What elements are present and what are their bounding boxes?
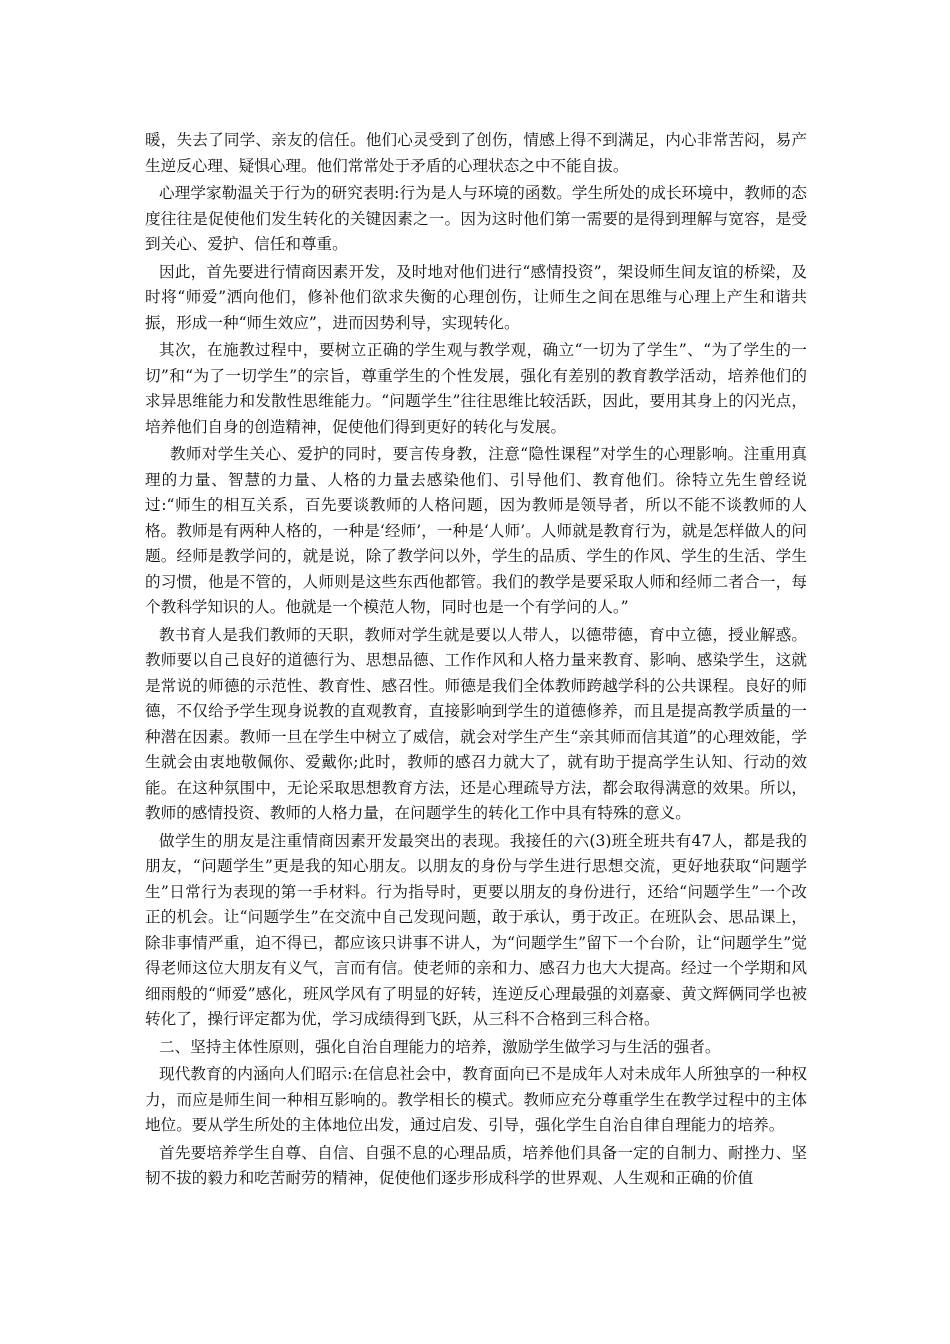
paragraph: 暖，失去了同学、亲友的信任。他们心灵受到了创伤，情感上得不到满足，内心非常苦闷，易产生逆反心理、疑惧心理。他们常常处于矛盾的心理状态之中不能自拔。 (145, 131, 807, 175)
paragraph: 其次，在施教过程中，要树立正确的学生观与教学观，确立“一切为了学生”、“为了学生的一切”和“为了一切学生”的宗旨，尊重学生的个性发展，强化有差别的教育教学活动，培养他们的求异思维能力和发散性思维能力。“问题学生”往往思维比较活跃，因此，要用其身上的闪光点，培养他们自身的创造精神，促使他们得到更好的转化与发展。 (145, 341, 807, 436)
section-heading: 二、坚持主体性原则，强化自治自理能力的培养，激励学生做学习与生活的强者。 (159, 1037, 721, 1056)
paragraph: 现代教育的内涵向人们昭示:在信息社会中，教育面向已不是成年人对未成年人所独享的一种权力，而应是师生间一种相互影响的。教学相长的模式。教师应充分尊重学生在教学过程中的主体地位。要从学生所处的主体地位出发，通过启发、引导，强化学生自治自律自理能力的培养。 (145, 1065, 807, 1134)
paragraph: 心理学家勒温关于行为的研究表明:行为是人与环境的函数。学生所处的成长环境中，教师的态度往往是促使他们发生转化的关键因素之一。因为这时他们第一需要的是得到理解与宽容，是受到关心、爱护、信任和尊重。 (145, 184, 807, 253)
paragraph: 教师对学生关心、爱护的同时，要言传身教，注意“隐性课程”对学生的心理影响。注重用真理的力量、智慧的力量、人格的力量去感染他们、引导他们、教育他们。徐特立先生曾经说过:“师生的相互关系，百先要谈教师的人格问题，因为教师是领导者，所以不能不谈教师的人格。教师是有两种人格的，一种是‘经师’，一种是‘人师’。人师就是教育行为，就是怎样做人的问题。经师是教学问的，就是说，除了教学问以外，学生的品质、学生的作风、学生的生活、学生的习惯，他是不管的，人师则是这些东西他都管。我们的教学是要采取人师和经师二者合一，每个教科学知识的人。他就是一个模范人物，同时也是一个有学问的人。” (145, 445, 807, 616)
paragraph: 做学生的朋友是注重情商因素开发最突出的表现。我接任的六(3)班全班共有47人，都是我的朋友，“问题学生”更是我的知心朋友。以朋友的身份与学生进行思想交流，更好地获取“问题学生”日常行为表现的第一手材料。行为指导时，更要以朋友的身份进行，还给“问题学生”一个改正的机会。让“问题学生”在交流中自己发现问题，敢于承认，勇于改正。在班队会、思品课上，除非事情严重，迫不得已，都应该只讲事不讲人，为“问题学生”留下一个台阶，让“问题学生”觉得老师这位大朋友有义气，言而有信。使老师的亲和力、感召力也大大提高。经过一个学期和风细雨般的“师爱”感化，班风学风有了明显的好转，连逆反心理最强的刘嘉豪、黄文辉俩同学也被转化了，操行评定都为优，学习成绩得到飞跃，从三科不合格到三科合格。 (145, 831, 807, 1028)
paragraph: 首先要培养学生自尊、自信、自强不息的心理品质，培养他们具备一定的自制力、耐挫力、坚韧不拔的毅力和吃苦耐劳的精神，促使他们逐步形成科学的世界观、人生观和正确的价值 (145, 1143, 807, 1187)
paragraph: 教书育人是我们教师的天职，教师对学生就是要以人带人，以德带德，育中立德，授业解惑。教师要以自己良好的道德行为、思想品德、工作作风和人格力量来教育、影响、感染学生，这就是常说的师德的示范性、教育性、感召性。师德是我们全体教师跨越学科的公共课程。良好的师德，不仅给予学生现身说教的直观教育，直接影响到学生的道德修养，而且是提高教学质量的一种潜在因素。教师一旦在学生中树立了威信，就会对学生产生“亲其师而信其道”的心理效能，学生就会由衷地敬佩你、爱戴你;此时，教师的感召力就大了，就有助于提高学生认知、行动的效能。在这种氛围中，无论采取思想教育方法，还是心理疏导方法，都会取得满意的效果。所以，教师的感情投资、教师的人格力量，在问题学生的转化工作中具有特殊的意义。 (145, 625, 807, 822)
paragraph: 因此，首先要进行情商因素开发，及时地对他们进行“感情投资”，架设师生间友谊的桥梁，及时将“师爱”洒向他们，修补他们欲求失衡的心理创伤，让师生之间在思维与心理上产生和谐共振，形成一种“师生效应”，进而因势利导，实现转化。 (145, 262, 807, 332)
document-body (145, 128, 807, 1194)
